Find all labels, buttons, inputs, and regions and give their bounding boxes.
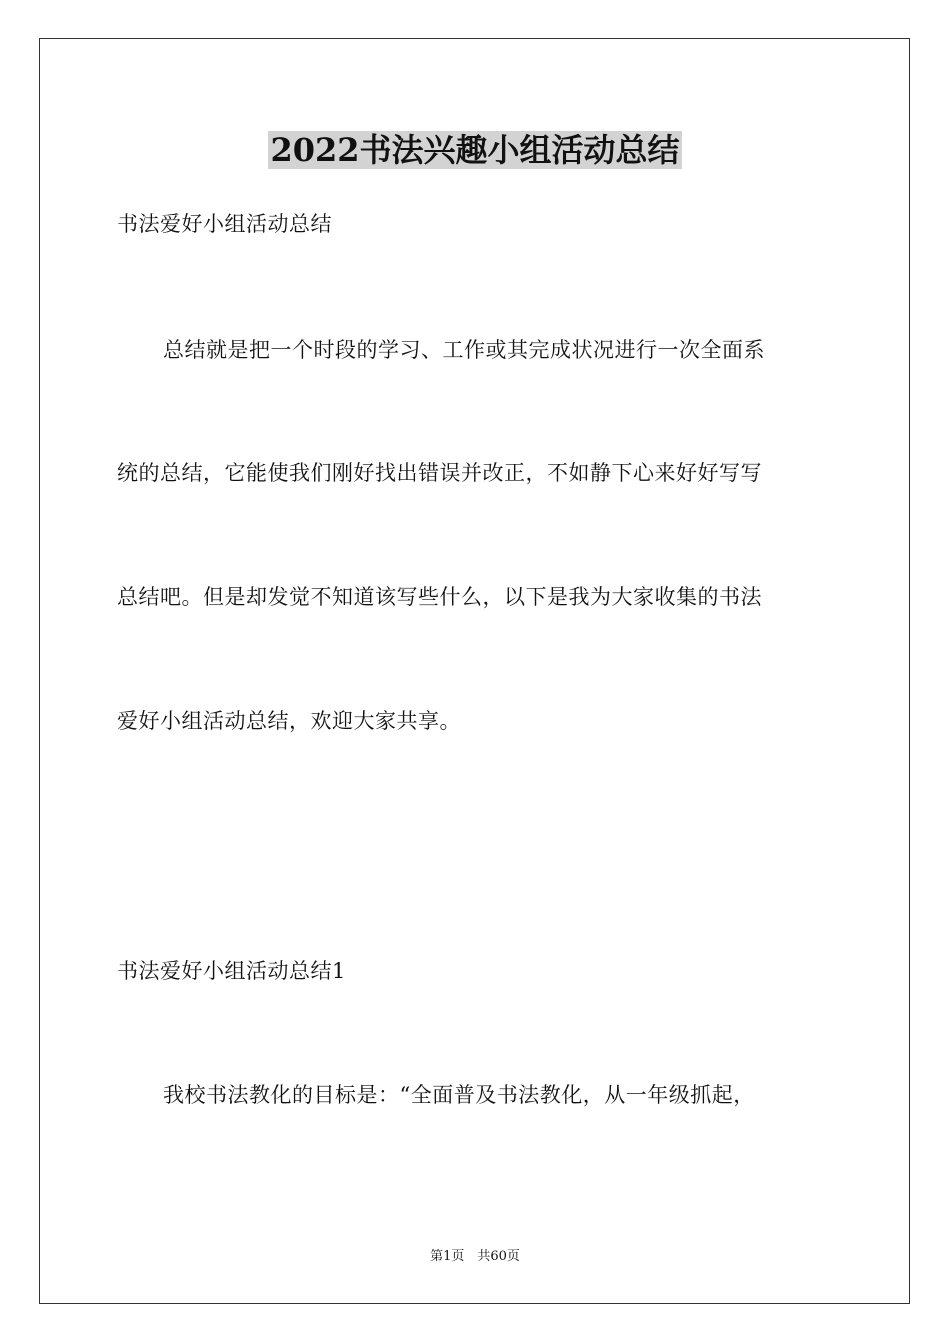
paragraph-line: 我校书法教化的目标是：“全面普及书法教化，从一年级抓起， <box>163 1083 755 1107</box>
paragraph-line: 爱好小组活动总结，欢迎大家共享。 <box>117 709 461 733</box>
document-title-text: 2022书法兴趣小组活动总结 <box>270 131 680 169</box>
paragraph-line: 统的总结，它能使我们刚好找出错误并改正，不如静下心来好好写写 <box>117 461 762 485</box>
section-heading: 书法爱好小组活动总结1 <box>117 959 346 983</box>
paragraph-line: 总结就是把一个时段的学习、工作或其完成状况进行一次全面系 <box>163 338 765 362</box>
document-subtitle: 书法爱好小组活动总结 <box>117 212 332 236</box>
page-number-footer: 第1页 共60页 <box>430 1249 520 1264</box>
paragraph-line: 总结吧。但是却发觉不知道该写些什么，以下是我为大家收集的书法 <box>117 585 762 609</box>
document-title <box>0 128 950 172</box>
